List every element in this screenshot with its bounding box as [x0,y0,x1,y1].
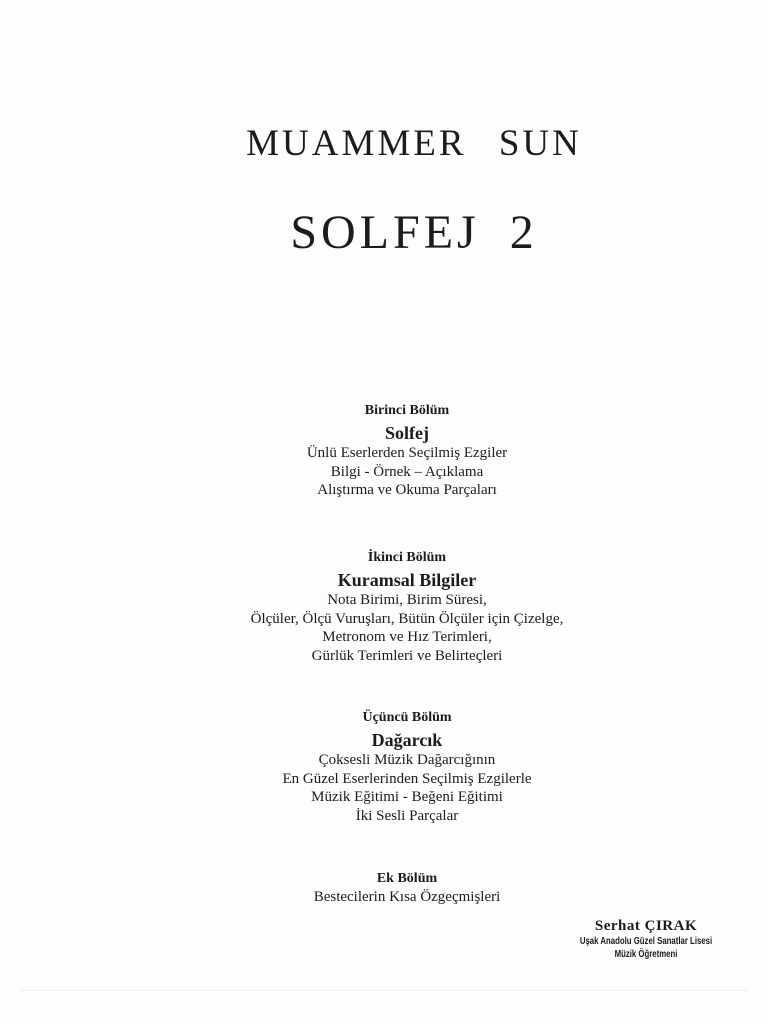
section-part-two [0,549,768,665]
section-heading: Dağarcık [371,730,443,750]
section-line: İki Sesli Parçalar [355,807,459,824]
page-bottom-divider [20,990,748,991]
signature-name: Serhat ÇIRAK [594,918,698,934]
section-line: Ünlü Eserlerden Seçilmiş Ezgiler [306,445,508,461]
section-line: Bestecilerin Kısa Özgeçmişleri [313,889,501,905]
section-line: Çoksesli Müzik Dağarcığının [318,752,496,768]
section-line: Metronom ve Hız Terimleri, [322,629,492,645]
section-label: İkinci Bölüm [367,550,447,565]
book-title: SOLFEJ 2 [290,206,538,259]
section-line: Bilgi - Örnek – Açıklama [330,463,484,480]
signature-role: Müzik Öğretmeni [614,949,678,960]
section-label: Üçüncü Bölüm [362,710,452,725]
signature-school: Uşak Anadolu Güzel Sanatlar Lisesi [579,936,713,947]
section-heading: Solfej [385,423,429,443]
author-name: MUAMMER SUN [246,123,582,164]
section-line: Gürlük Terimleri ve Belirteçleri [311,647,503,664]
section-label: Birinci Bölüm [364,403,450,418]
section-line: En Güzel Eserlerinden Seçilmiş Ezgilerle [282,770,532,787]
section-label: Ek Bölüm [376,871,438,886]
signature-stamp [556,918,736,961]
section-heading: Kuramsal Bilgiler [337,570,477,590]
section-part-one [0,402,768,500]
section-line: Müzik Eğitimi - Beğeni Eğitimi [311,789,503,805]
section-line: Nota Birimi, Birim Süresi, [327,592,487,608]
section-appendix [0,870,768,907]
section-part-three [0,709,768,825]
section-line: Alıştırma ve Okuma Parçaları [317,482,497,498]
section-line: Ölçüler, Ölçü Vuruşları, Bütün Ölçüler için Çizelge, [250,610,564,627]
